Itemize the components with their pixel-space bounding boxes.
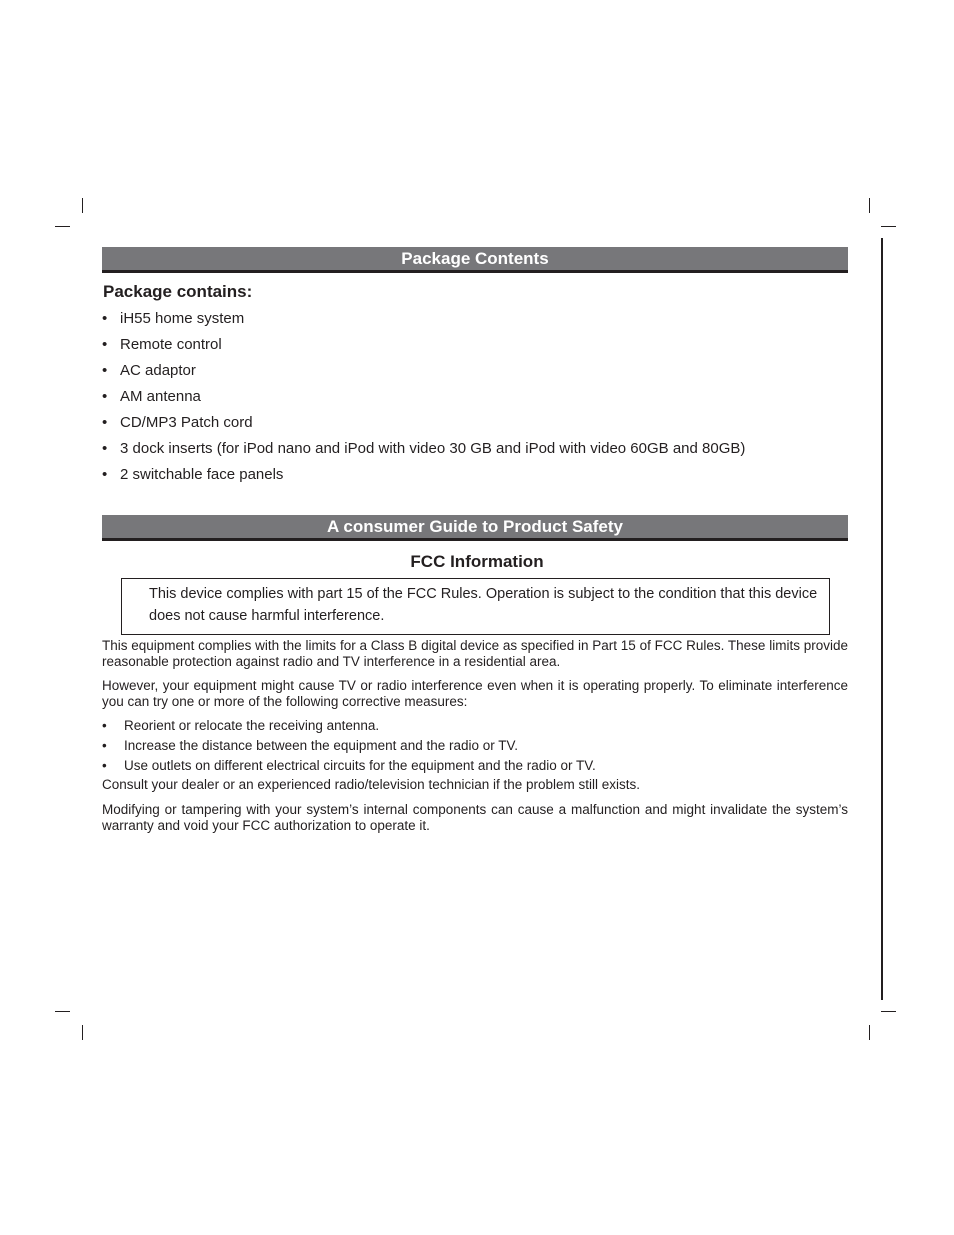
bullet: •: [102, 414, 108, 431]
crop-mark-bottom-left-vertical: [82, 1025, 83, 1040]
list-item-text: AM antenna: [120, 388, 201, 405]
list-item: [102, 361, 745, 387]
package-contains-heading: Package contains:: [103, 282, 253, 301]
list-item-text: 3 dock inserts (for iPod nano and iPod with video 30 GB and iPod with video 60GB and 80GB): [120, 440, 746, 457]
bullet: •: [102, 336, 108, 353]
list-item: [102, 757, 596, 777]
bullet: •: [102, 466, 108, 483]
list-item: [102, 413, 745, 439]
product-safety-header: A consumer Guide to Product Safety: [102, 515, 848, 541]
crop-mark-bottom-left-horizontal: [55, 1011, 70, 1012]
crop-mark-top-left-vertical: [82, 198, 83, 213]
class-b-paragraph: This equipment complies with the limits for a Class B digital device as specified in Part 15 of FCC Rules. These limits provide reasonable protection against radio and TV interference in a residential area.: [102, 638, 848, 669]
crop-mark-top-left-horizontal: [55, 226, 70, 227]
list-item-text: Reorient or relocate the receiving antenna.: [124, 718, 380, 733]
tampering-warning-paragraph: Modifying or tampering with your system’s internal components can cause a malfunction and might invalidate the system’s warranty and void your FCC authorization to operate it.: [102, 802, 848, 833]
bullet: •: [102, 362, 108, 379]
bullet: •: [102, 310, 108, 327]
corrective-measures-list: [102, 717, 596, 777]
consult-dealer-paragraph: Consult your dealer or an experienced radio/television technician if the problem still exists.: [102, 777, 641, 792]
fcc-compliance-box: This device complies with part 15 of the FCC Rules. Operation is subject to the condition that this device does not cause harmful interference.: [121, 578, 830, 635]
bullet: •: [102, 388, 108, 405]
list-item-text: Remote control: [120, 336, 222, 353]
list-item: [102, 309, 745, 335]
list-item: [102, 737, 596, 757]
fcc-information-heading: FCC Information: [410, 552, 544, 571]
list-item-text: AC adaptor: [120, 362, 196, 379]
bullet: •: [102, 738, 107, 753]
list-item-text: iH55 home system: [120, 310, 245, 327]
crop-mark-bottom-right-vertical: [869, 1025, 870, 1040]
list-item-text: Use outlets on different electrical circuits for the equipment and the radio or TV.: [124, 758, 596, 773]
crop-mark-bottom-right-horizontal: [881, 1011, 896, 1012]
package-contents-header: Package Contents: [102, 247, 848, 273]
crop-mark-top-right-horizontal: [881, 226, 896, 227]
list-item: [102, 465, 745, 491]
interference-paragraph: However, your equipment might cause TV or radio interference even when it is operating properly. To eliminate interference you can try one or more of the following corrective measures:: [102, 678, 848, 709]
list-item-text: CD/MP3 Patch cord: [120, 414, 253, 431]
list-item-text: 2 switchable face panels: [120, 466, 284, 483]
bullet: •: [102, 440, 108, 457]
list-item: [102, 717, 596, 737]
list-item: [102, 439, 745, 465]
crop-mark-top-right-vertical: [869, 198, 870, 213]
right-margin-rule: [881, 238, 883, 1000]
bullet: •: [102, 758, 107, 773]
list-item-text: Increase the distance between the equipment and the radio or TV.: [124, 738, 519, 753]
list-item: [102, 335, 745, 361]
package-contents-list: [102, 309, 745, 491]
bullet: •: [102, 718, 107, 733]
list-item: [102, 387, 745, 413]
